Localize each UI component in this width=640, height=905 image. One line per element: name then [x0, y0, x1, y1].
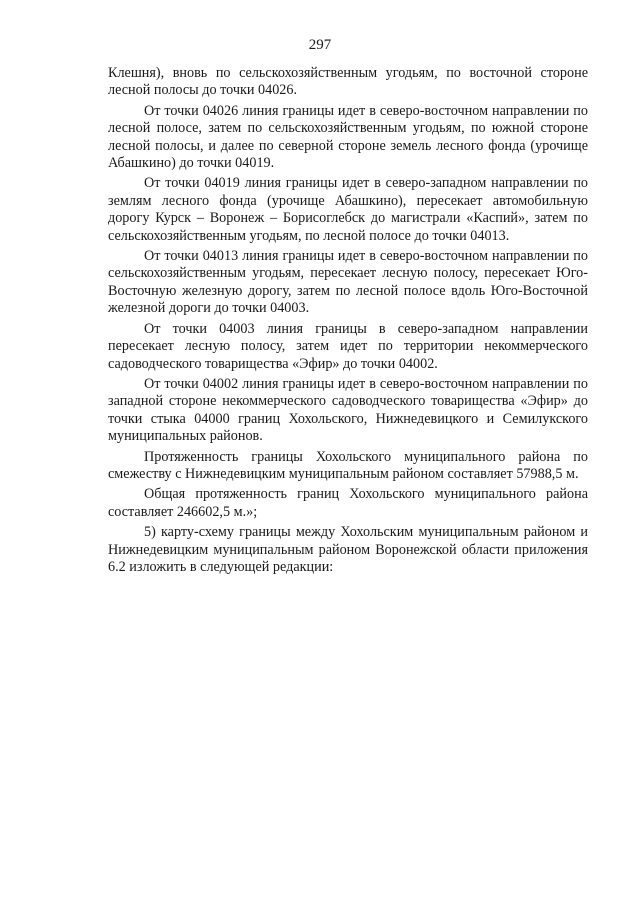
paragraph-continuation: Клешня), вновь по сельскохозяйственным угодьям, по восточной стороне лесной полосы до точки 04026. — [108, 65, 588, 99]
paragraph-point-04026: От точки 04026 линия границы идет в северо-восточном направлении по лесной полосе, затем по сельскохозяйственным угодьям, по южной стороне лесной полосы, и далее по северной стороне земель лесного фонда (урочище Абашкино) до точки 04019. — [108, 102, 588, 172]
paragraph-point-04003: От точки 04003 линия границы в северо-западном направлении пересекает лесную полосу, затем идет по территории некоммерческого садоводческого товарищества «Эфир» до точки 04002. — [108, 320, 588, 372]
paragraph-total-length: Общая протяженность границ Хохольского муниципального района составляет 246602,5 м.»; — [108, 486, 588, 520]
paragraph-point-04013: От точки 04013 линия границы идет в северо-восточном направлении по сельскохозяйственным угодьям, пересекает лесную полосу, пересекает Юго-Восточную железную дорогу, затем по лесной полосе вдоль Юго-Восточной железной дороги до точки 04003. — [108, 248, 588, 317]
document-body — [108, 65, 588, 576]
paragraph-point-04019: От точки 04019 линия границы идет в северо-западном направлении по землям лесного фонда (урочище Абашкино), пересекает автомобильную дорогу Курск – Воронеж – Борисоглебск до магистрали «Каспий», затем по сельскохозяйственным угодьям, по лесной полосе до точки 04013. — [108, 175, 588, 244]
paragraph-map-scheme: 5) карту-схему границы между Хохольским муниципальным районом и Нижнедевицким муниципальным районом Воронежской области приложения 6.2 изложить в следующей редакции: — [108, 524, 588, 575]
page-number: 297 — [308, 37, 332, 53]
paragraph-border-length: Протяженность границы Хохольского муниципального района по смежеству с Нижнедевицким муниципальным районом составляет 57988,5 м. — [108, 448, 588, 482]
paragraph-point-04002: От точки 04002 линия границы идет в северо-восточном направлении по западной стороне некоммерческого садоводческого товарищества «Эфир» до точки стыка 04000 границ Хохольского, Нижнедевицкого и Семилукского муниципальных районов. — [108, 375, 588, 445]
